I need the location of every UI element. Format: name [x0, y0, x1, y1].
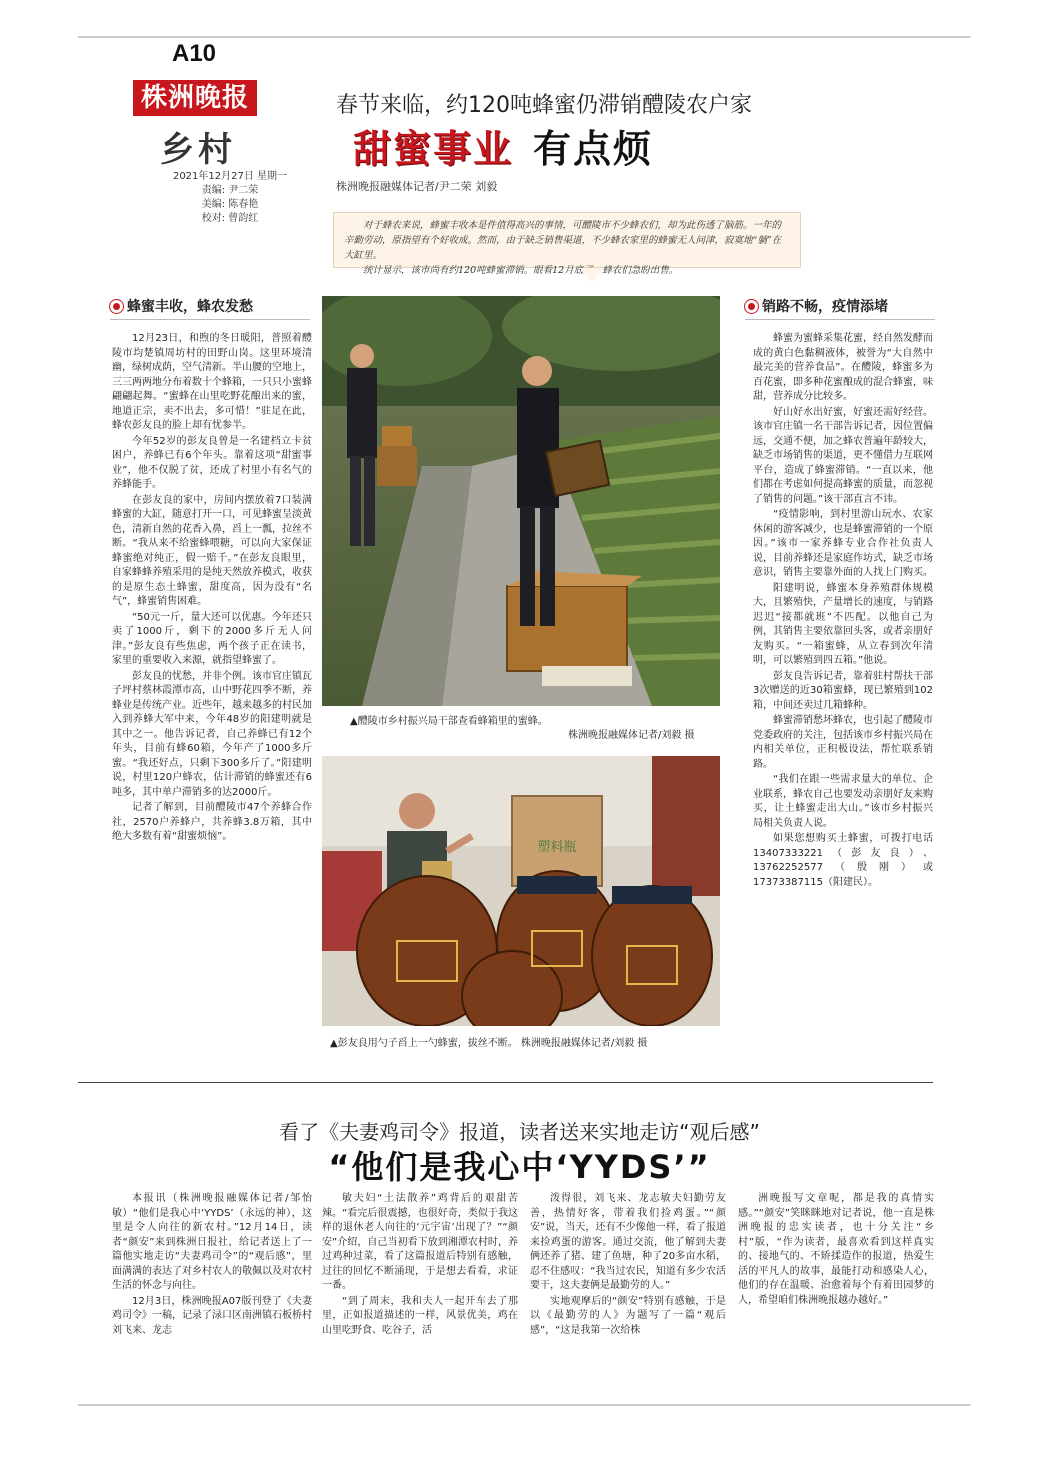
body-paragraph: 在彭友良的家中，房间内摆放着7口装满蜂蜜的大缸，随意打开一口，可见蜂蜜呈淡黄色，清新自然的花香入鼻，舀上一瓢，拉丝不断。“我从来不给蜜蜂喂糖，可以向大家保证蜂蜜绝对纯正，假一赔千。”在彭友良眼里，自家蜂蜂养殖采用的是纯天然放养模式，收获的是原生态土蜂蜜，甜度高，因为没有“名气”，蜂蜜销售困难。: [112, 494, 312, 607]
section-dot-icon: [110, 300, 123, 313]
story2-column-4: [738, 1192, 934, 1392]
masthead-logo: 株洲晚报: [133, 80, 257, 116]
body-paragraph: 实地观摩后的“颜安”特别有感触，于是以《最勤劳的人》为题写了一篇“观后感”，“这是我第一次给株: [530, 1295, 726, 1336]
body-paragraph: “疫情影响，到村里游山玩水、农家休闲的游客减少，也是蜂蜜滞销的一个原因。”该市一家养蜂专业合作社负责人说，目前养蜂还是家庭作坊式，缺乏市场意识，销售主要靠外面的人找上门购买。: [753, 509, 933, 578]
body-paragraph: “到了周末，我和夫人一起开车去了那里，正如报道描述的一样，风景优美，鸡在山里吃野食、吃谷子，活: [322, 1295, 518, 1336]
subhead-left-text: 蜂蜜丰收，蜂农发愁: [127, 299, 253, 315]
photo1-caption: ▲醴陵市乡村振兴局干部查看蜂箱里的蜜蜂。: [350, 716, 548, 727]
story1-kicker: 春节来临，约120吨蜂蜜仍滞销醴陵农户家: [336, 93, 752, 118]
story1-byline: 株洲晚报融媒体记者/尹二荣 刘毅: [336, 180, 498, 193]
headline-dark-part: 有点烦: [533, 127, 654, 171]
body-paragraph: 如果您想购买土蜂蜜，可拨打电话 13407333221（彭友良）、13762252577（殷刚）或17373387115（阳建民）。: [753, 833, 933, 888]
page-meta: [130, 170, 330, 226]
body-paragraph: 彭友良的忧愁，并非个例。该市官庄镇瓦子坪村蔡林霞潭市高，山中野花四季不断，养蜂业是传统产业。近些年，越来越多的村民加入到养蜂大军中来，今年48岁的阳建明就是其中之一。他告诉记者，自己养蜂已有12个年头，目前有蜂60箱，今年产了1000多斤蜜。“我还好点，只剩下300多斤了。”阳建明说，村里120户蜂农，估计滞销的蜂蜜还有6吨多，其中单户滞销多的达2000斤。: [112, 670, 312, 798]
body-paragraph: “我们在跟一些需求量大的单位、企业联系，蜂农自己也要发动亲朋好友来购买，让土蜂蜜走出大山。”该市乡村振兴局相关负责人说。: [753, 774, 933, 829]
story2-kicker: 看了《夫妻鸡司令》报道，读者送来实地走访“观后感”: [279, 1120, 760, 1144]
section-title: 乡村: [160, 130, 236, 170]
photo1-credit: 株洲晚报融媒体记者/刘毅 摄: [568, 730, 695, 741]
top-rule: [78, 36, 971, 38]
photo-beekeepers-illustration: [322, 296, 720, 706]
photo-honey-jars-illustration: [322, 756, 720, 1026]
photo-honey-jars: [322, 756, 720, 1026]
section-dot-icon: [745, 300, 758, 313]
meta-editor: 责编: 尹二荣: [201, 185, 259, 196]
story1-right-column: [753, 332, 933, 1012]
meta-date: 2021年12月27日 星期一: [172, 171, 288, 182]
body-paragraph: 洲晚报写文章呢，都是我的真情实感。”“颜安”笑眯眯地对记者说，他一直是株洲晚报的忠实读者，也十分关注“乡村”版，“作为读者，最喜欢看到这样真实的、接地气的、不矫揉造作的报道，热爱生活的平凡人的故事，最能打动和感染人心，他们的存在温暖、治愈着每个有着田园梦的人，希望咱们株洲晚报越办越好。”: [738, 1193, 934, 1306]
lead-paragraph: 统计显示，该市尚有约120吨蜂蜜滞销。眼看12月底了，蜂农们急盼出售。: [363, 265, 679, 276]
headline-red-part: 甜蜜事业: [353, 127, 514, 171]
body-paragraph: “50元一斤，量大还可以优惠。今年还只卖了1000斤，剩下的2000多斤无人问津。”彭友良有些焦虑，两个孩子正在读书，家里的重要收入来源，就指望蜂蜜了。: [112, 611, 312, 666]
page-number: A10: [172, 40, 217, 67]
mid-rule: [78, 1082, 933, 1083]
subhead-left: [110, 296, 310, 320]
story1-lead-box: [333, 212, 801, 276]
meta-proof: 校对: 曾韵红: [201, 213, 259, 224]
body-paragraph: 泼得很，刘飞来、龙志敏夫妇勤劳友善，热情好客，带着我们捡鸡蛋。”“颜安”说，当天，还有不少像他一样，看了报道来捡鸡蛋的游客。通过交流，他了解到夫妻俩还养了猪、建了鱼塘，种了20多亩水稻，忍不住感叹：“我当过农民，知道有多少农活要干，这夫妻俩是最勤劳的人。”: [530, 1193, 726, 1291]
lead-paragraph: 对于蜂农来说，蜂蜜丰收本是件值得高兴的事情，可醴陵市不少蜂农们，却为此伤透了脑筋。一年的辛勤劳动，原指望有个好收成。然而，由于缺乏销售渠道，不少蜂农家里的蜂蜜无人问津，寂寞地“躺”在大缸里。: [344, 220, 782, 261]
subhead-right: [745, 296, 935, 320]
body-paragraph: 本报讯（株洲晚报融媒体记者/邹怡敏）“他们是我心中‘YYDS’（永远的神），这里是令人向往的新农村。”12月14日，读者“颜安”来到株洲日报社，给记者送上了一篇他实地走访“夫妻鸡司令”的“观后感”，里面满满的表达了对乡村农人的敬佩以及对农村生活的怀念与向往。: [112, 1193, 312, 1291]
bottom-rule: [78, 1404, 971, 1406]
body-paragraph: 今年52岁的彭友良曾是一名建档立卡贫困户，养蜂已有6个年头。靠着这项“甜蜜事业”，他不仅脱了贫，还成了村里小有名气的养蜂能手。: [112, 435, 312, 490]
body-paragraph: 蜂蜜滞销愁坏蜂农，也引起了醴陵市党委政府的关注，包括该市乡村振兴局在内相关单位，正积极设法，帮忙联系销路。: [753, 715, 933, 770]
photo-beekeepers: [322, 296, 720, 706]
story2-column-2: [322, 1192, 518, 1392]
body-paragraph: 12月23日，和煦的冬日暖阳，普照着醴陵市均楚镇周坊村的田野山岗。这里环境清幽，绿树成荫，空气清新。半山腰的空地上，三三两两地分布着数十个蜂箱，一只只小蜜蜂翩翩起舞。“蜜蜂在山里吃野花酿出来的蜜，地道正宗，卖不出去，多可惜！”驻足在此，蜂农彭友良的脸上却有忧参半。: [112, 333, 312, 431]
story2-column-1: [112, 1192, 312, 1392]
body-paragraph: 彭友良告诉记者，靠着驻村帮扶干部3次赠送的近30箱蜜蜂，现已繁殖到102箱，中间还卖过几箱蜂种。: [753, 670, 933, 711]
body-paragraph: 蜂蜜为蜜蜂采集花蜜，经自然发酵而成的黄白色黏稠液体，被誉为“大自然中最完美的营养食品”。在醴陵，蜂蜜多为百花蜜，即多种花蜜酿成的混合蜂蜜，味甜，营养成分比较多。: [753, 333, 933, 402]
story2-column-3: [530, 1192, 726, 1392]
body-paragraph: 记者了解到，目前醴陵市47个养蜂合作社，2570户养蜂户，共养蜂3.8万箱，其中绝大多数有着“甜蜜烦恼”。: [112, 802, 312, 842]
lead-pointer: [580, 268, 604, 282]
story2-headline: “他们是我心中‘YYDS’”: [328, 1148, 711, 1186]
box-label: 塑料瓶: [537, 840, 577, 855]
subhead-right-text: 销路不畅，疫情添堵: [762, 299, 888, 315]
photo2-caption: ▲彭友良用勺子舀上一勺蜂蜜，拔丝不断。 株洲晚报融媒体记者/刘毅 摄: [330, 1038, 648, 1049]
story1-headline: [353, 118, 653, 173]
story1-left-column: [112, 332, 312, 1072]
body-paragraph: 阳建明说，蜂蜜本身养殖群体规模大，且繁殖快，产量增长的速度，与销路迟迟“接都就班”不匹配。以他自己为例，其销售主要依靠回头客，或者亲朋好友购买。“一箱蜜蜂，从立春到次年清明，可以繁殖到四五箱。”他说。: [753, 582, 933, 666]
meta-designer: 美编: 陈春艳: [201, 199, 259, 210]
body-paragraph: 12月3日，株洲晚报A07版刊登了《夫妻鸡司令》一稿，记录了渌口区南洲镇石板桥村刘飞来、龙志: [112, 1295, 312, 1336]
body-paragraph: 敏夫妇“土法散养”鸡背后的艰甜苦辣。“看完后很震撼，也很好奇，类似于我这样的退休老人向往的‘元宇宙’出现了？”“颜安”介绍，自己当初看下放到湘潭农村时，养过鸡种过菜，看了这篇报道后特别有感触，过往的回忆不断涌现，于是想去看看，求证一番。: [322, 1193, 518, 1291]
body-paragraph: 好山好水出好蜜，好蜜还需好经营。该市官庄镇一名干部告诉记者，因位置偏远，交通不便，加之蜂农普遍年龄较大，缺乏市场销售的渠道，更不懂借力互联网平台，造成了蜂蜜滞销。“一直以来，他们都在考虑如何提高蜂蜜的质量，而忽视了销售的问题。”该干部直言不讳。: [753, 406, 933, 505]
